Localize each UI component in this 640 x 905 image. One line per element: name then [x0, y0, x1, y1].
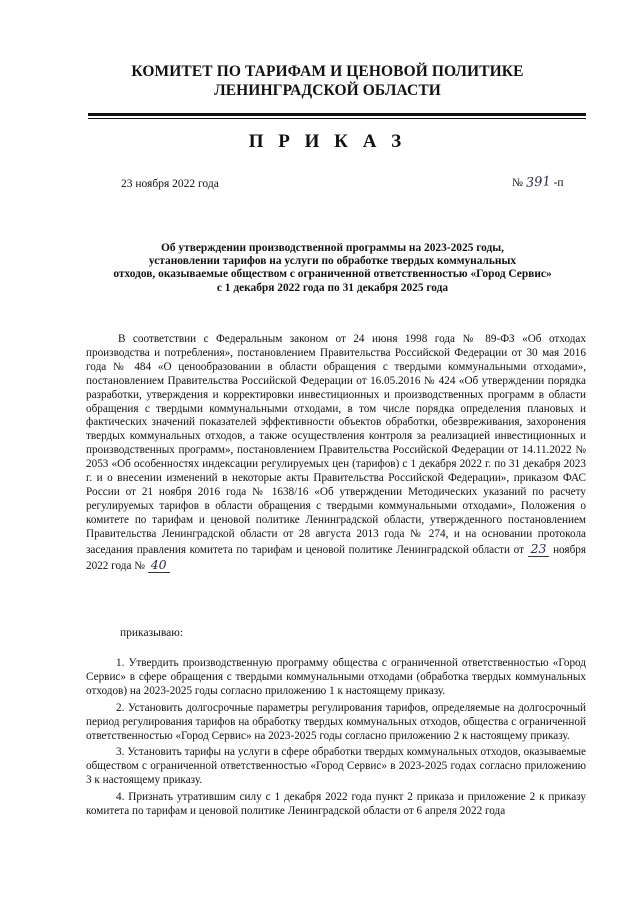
document-date: 23 ноября 2022 года	[121, 178, 219, 190]
document-subject	[80, 242, 585, 295]
preamble-middle: ноября 2022 года №	[86, 543, 587, 572]
subject-line: с 1 декабря 2022 года по 31 декабря 2025 года	[216, 281, 449, 294]
handwritten-number: 391	[525, 174, 552, 191]
order-items	[86, 657, 586, 822]
document-type-heading: П Р И К А З	[248, 131, 407, 152]
number-prefix: №	[512, 177, 523, 189]
handwritten-protocol-day: 23	[528, 541, 550, 557]
handwritten-protocol-number: 40	[148, 557, 170, 573]
preamble-paragraph	[86, 333, 586, 573]
document-number	[512, 175, 564, 190]
order-word: приказываю:	[120, 627, 184, 639]
subject-line: установлении тарифов на услуги по обработке твердых коммунальных	[148, 255, 517, 268]
header-rule-thin	[88, 118, 586, 119]
preamble-body: В соответствии с Федеральным законом от 24 июня 1998 года № 89-ФЗ «Об отходах производства и потребления», постановлением Правительства Российской Федерации от 30 мая 2016 года № 484 «О ценообразовании в области обращения с твердыми коммунальными отходами», постановлением Правительства Российской Федерации от 16.05.2016 № 424 «Об утверждении порядка разработки, утверждения и корректировки инвестиционных и производственных программ в области обращения с твердыми коммунальными отходами, в том числе порядка определения плановых и фактических значений показателей эффективности объектов обработки, обезвреживания, захоронения твердых коммунальных отходов, а также осуществления контроля за реализацией инвестиционных и производственных программ», постановлением Правительства Российской Федерации от 14.11.2022 № 2053 «Об особенностях индексации регулируемых цен (тарифов) с 1 декабря 2022 г. по 31 декабря 2023 г. и о внесении изменений в некоторые акты Правительства Российской Федерации», приказом ФАС России от 21 ноября 2016 года № 1638/16 «Об утверждении Методических указаний по расчету регулируемых тарифов в области обращения с твердыми коммунальными отходами», Положения о комитете по тарифам и ценовой политике Ленинградской области, утвержденного постановлением Правительства Ленинградской области от 28 августа 2013 года № 274, и на основании протокола заседания правления комитета по тарифам и ценовой политике Ленинградской области от	[86, 333, 586, 556]
header-rule-thick	[88, 113, 586, 116]
order-item-3: 3. Установить тарифы на услуги в сфере обработки твердых коммунальных отходов, оказываемые обществом с ограниченной ответственностью «Город Сервис» в 2023-2025 годах согласно приложению 3 к настоящему приказу.	[86, 746, 586, 787]
preamble-text	[86, 333, 586, 573]
order-item-1: 1. Утвердить производственную программу общества с ограниченной ответственностью «Город Сервис» в сфере обращения с твердыми коммунальными отходами (обработка твердых коммунальных отходов) на 2023-2025 годы согласно приложению 1 к настоящему приказу.	[86, 657, 586, 697]
number-suffix: -п	[553, 177, 564, 189]
subject-line: отходов, оказываемые обществом с ограниченной ответственностью «Город Сервис»	[113, 268, 552, 281]
organization-title: КОМИТЕТ ПО ТАРИФАМ И ЦЕНОВОЙ ПОЛИТИКЕ ЛЕНИНГРАДСКОЙ ОБЛАСТИ	[131, 63, 524, 99]
order-item-2: 2. Установить долгосрочные параметры регулирования тарифов, определяемые на долгосрочный период регулирования тарифов на обработку твердых коммунальных отходов, общества с ограниченной ответственностью «Город Сервис» на 2023-2025 годы согласно приложению 2 к настоящему приказу.	[86, 701, 586, 742]
order-item-4: 4. Признать утратившим силу с 1 декабря 2022 года пункт 2 приказа и приложение 2 к приказу комитета по тарифам и ценовой политике Ленинградской области от 6 апреля 2022 года	[86, 791, 586, 818]
subject-line: Об утверждении производственной программы на 2023-2025 годы,	[161, 242, 504, 254]
